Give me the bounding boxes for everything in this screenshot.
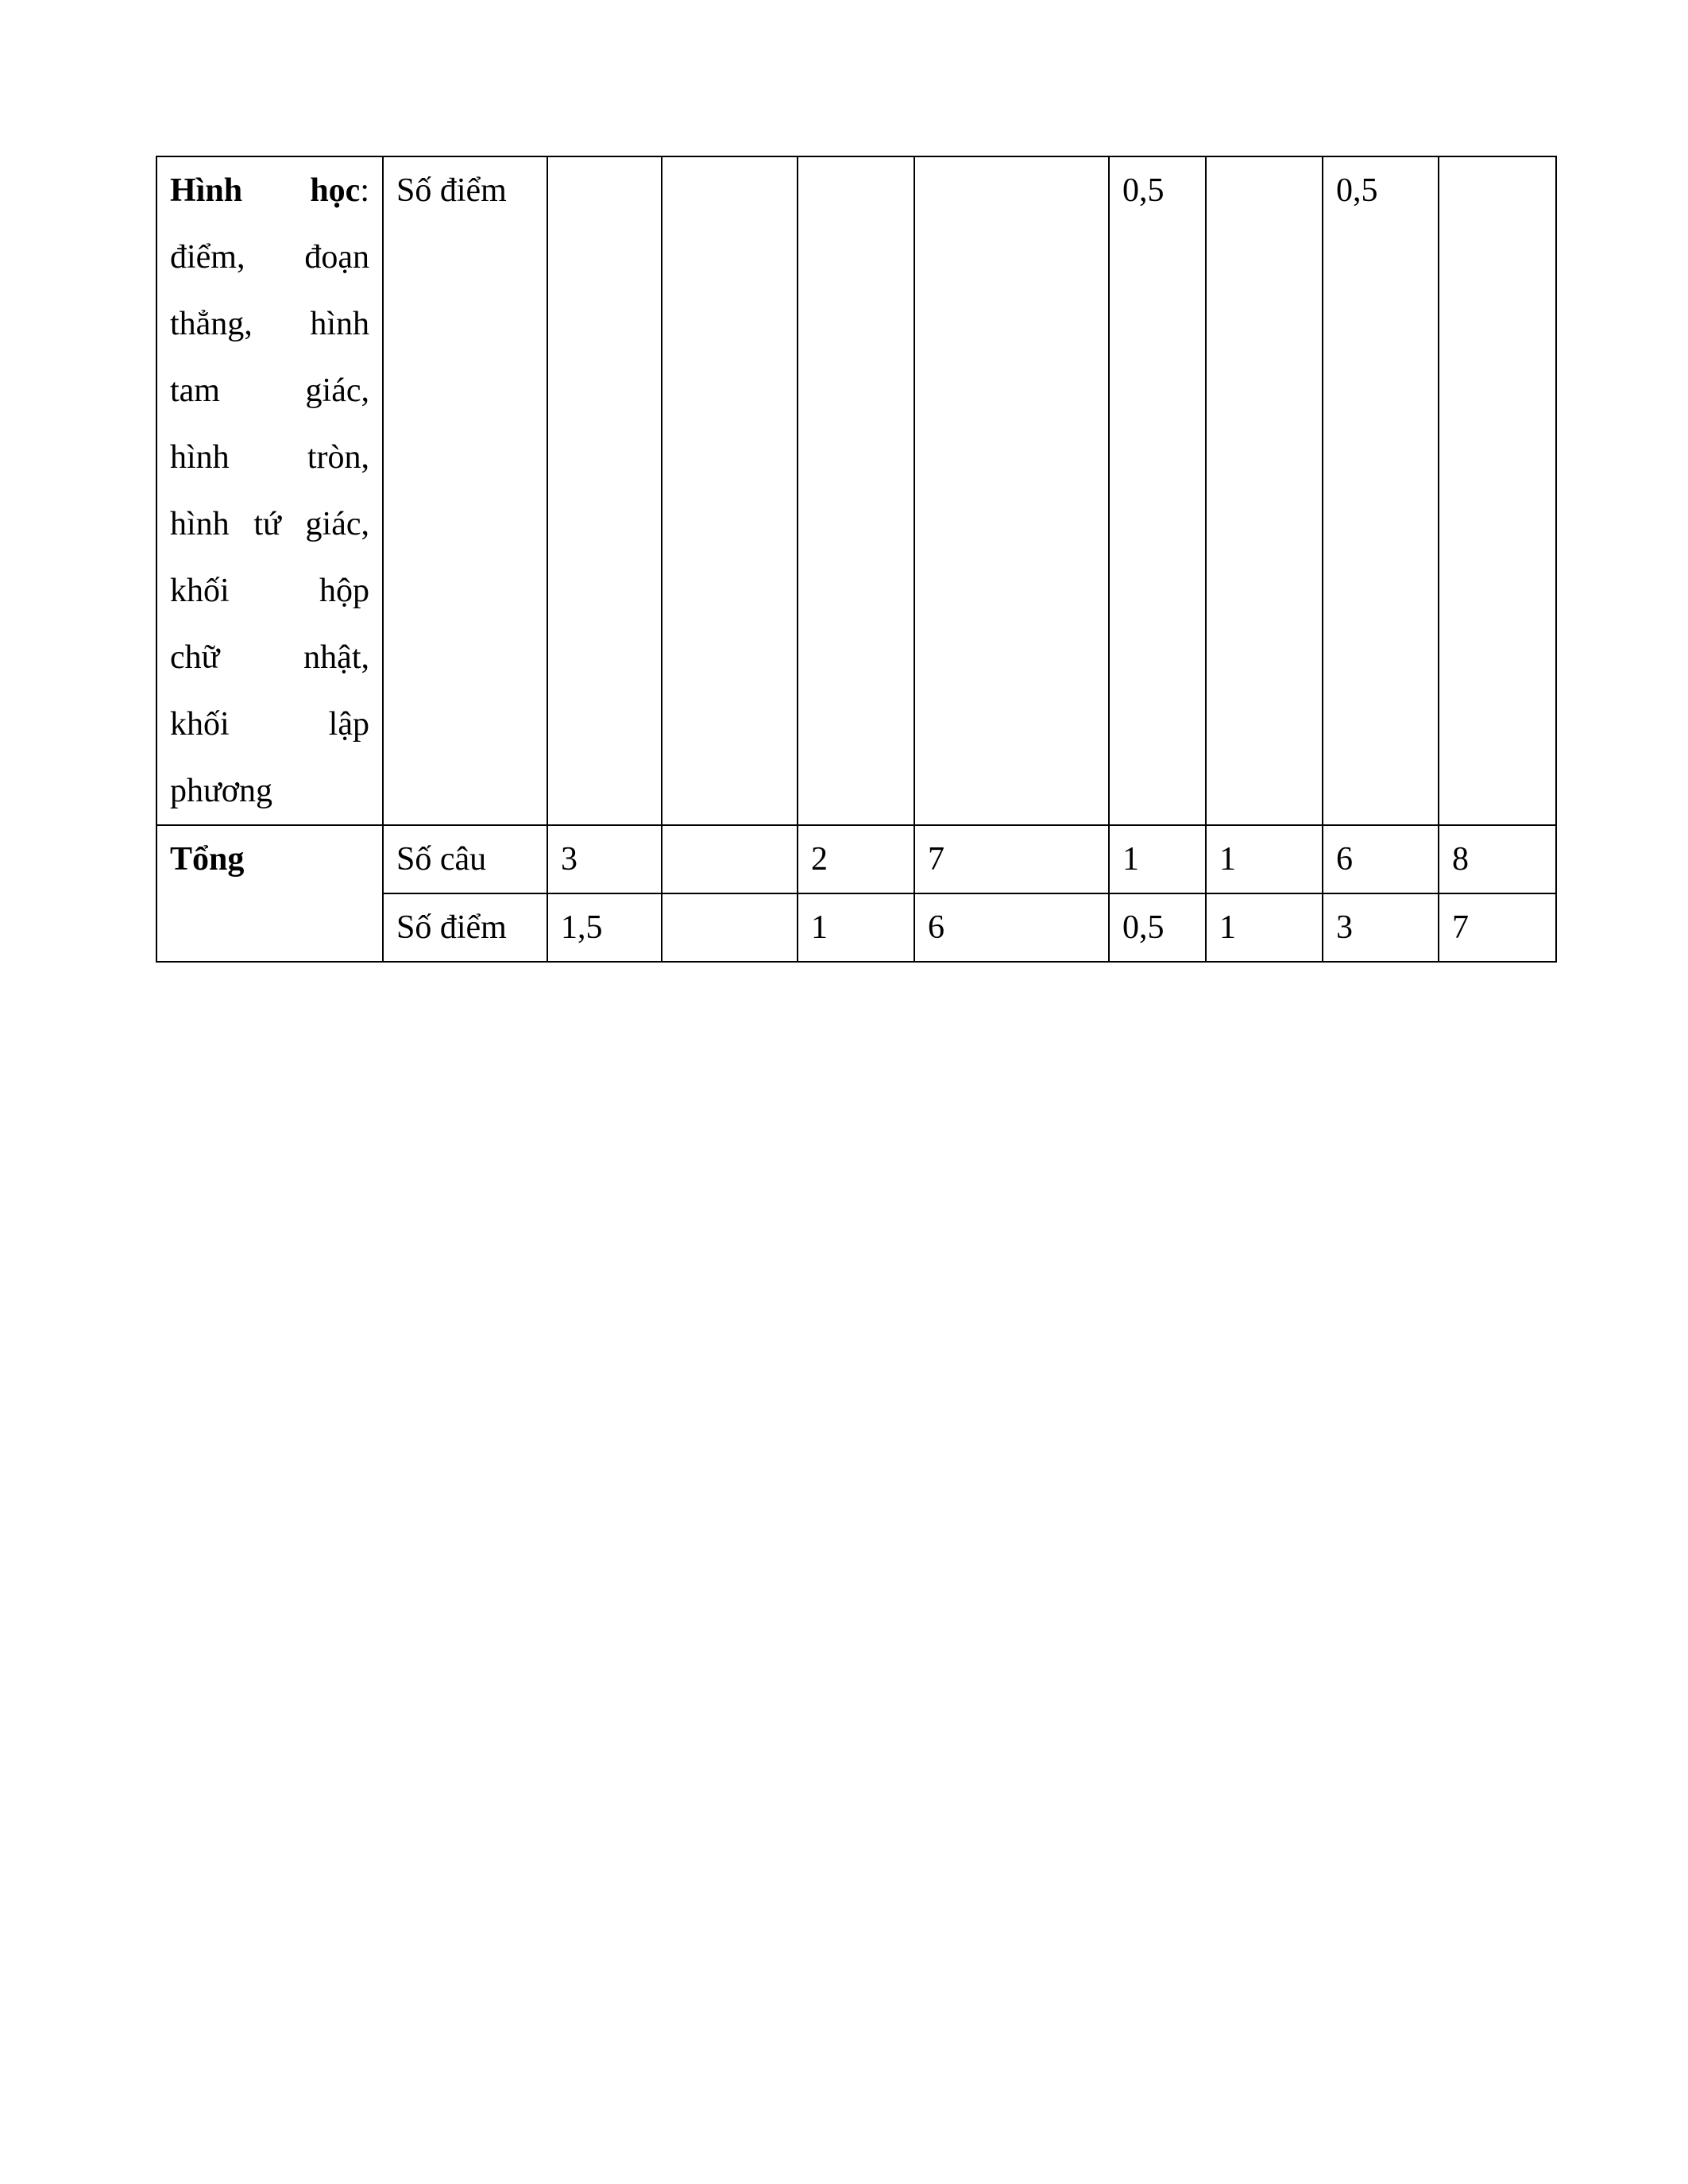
value-cell: 7: [1439, 893, 1556, 962]
value-cell: 7: [914, 825, 1109, 893]
value-cell: 6: [1323, 825, 1439, 893]
topic-line: tam giác,: [170, 372, 369, 409]
value-cell: [547, 156, 662, 825]
topic-cell-total: Tổng: [156, 825, 383, 962]
value-cell: 0,5: [1109, 156, 1206, 825]
value-cell: 3: [547, 825, 662, 893]
topic-line: hình tròn,: [170, 439, 369, 476]
topic-cell-geometry: [156, 156, 383, 825]
value-cell: 6: [914, 893, 1109, 962]
topic-colon: :: [360, 172, 369, 209]
value-cell: 0,5: [1109, 893, 1206, 962]
value-cell: [798, 156, 914, 825]
table-row-total-questions: [156, 825, 1556, 893]
topic-line: chữ nhật,: [170, 639, 369, 676]
value-cell: 3: [1323, 893, 1439, 962]
topic-line: điểm, đoạn: [170, 239, 369, 276]
value-cell: 0,5: [1323, 156, 1439, 825]
topic-line: phương: [170, 773, 272, 809]
value-cell: 1,5: [547, 893, 662, 962]
topic-line: khối hộp: [170, 573, 369, 609]
value-cell: [662, 893, 798, 962]
assessment-matrix-table: [156, 156, 1557, 963]
row-label-cell: Số điểm: [383, 156, 547, 825]
table-row-geometry: [156, 156, 1556, 825]
value-cell: [1206, 156, 1323, 825]
row-label-cell: Số điểm: [383, 893, 547, 962]
topic-line: khối lập: [170, 706, 369, 743]
value-cell: 1: [798, 893, 914, 962]
topic-line: hình tứ giác,: [170, 506, 369, 542]
value-cell: 1: [1206, 893, 1323, 962]
value-cell: [662, 825, 798, 893]
value-cell: 1: [1109, 825, 1206, 893]
value-cell: [1439, 156, 1556, 825]
value-cell: 2: [798, 825, 914, 893]
topic-line: [170, 157, 369, 224]
value-cell: [662, 156, 798, 825]
value-cell: [914, 156, 1109, 825]
value-cell: 1: [1206, 825, 1323, 893]
value-cell: 8: [1439, 825, 1556, 893]
row-label-cell: Số câu: [383, 825, 547, 893]
topic-bold-label: Hình học: [170, 172, 361, 209]
topic-line: thẳng, hình: [170, 306, 369, 342]
